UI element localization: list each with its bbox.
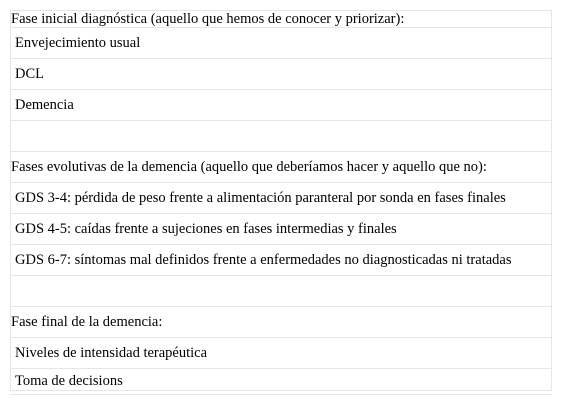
content-table (10, 10, 552, 391)
blank-row (11, 276, 552, 307)
section-1-item: Envejecimiento usual (11, 28, 552, 59)
table-bottom-border (10, 394, 552, 395)
section-2-item: GDS 4-5: caídas frente a sujeciones en fases intermedias y finales (11, 214, 552, 245)
section-3-item: Toma de decisions (11, 369, 552, 391)
section-2-item: GDS 3-4: pérdida de peso frente a alimentación paranteral por sonda en fases finales (11, 183, 552, 214)
blank-row (11, 121, 552, 152)
section-1-title: Fase inicial diagnóstica (aquello que hemos de conocer y priorizar): (11, 11, 552, 28)
section-1-item: Demencia (11, 90, 552, 121)
section-2-item: GDS 6-7: síntomas mal definidos frente a enfermedades no diagnosticadas ni tratadas (11, 245, 552, 276)
section-2-title: Fases evolutivas de la demencia (aquello que deberíamos hacer y aquello que no): (11, 152, 552, 183)
section-3-title: Fase final de la demencia: (11, 307, 552, 338)
section-1-item: DCL (11, 59, 552, 90)
section-3-item: Niveles de intensidad terapéutica (11, 338, 552, 369)
